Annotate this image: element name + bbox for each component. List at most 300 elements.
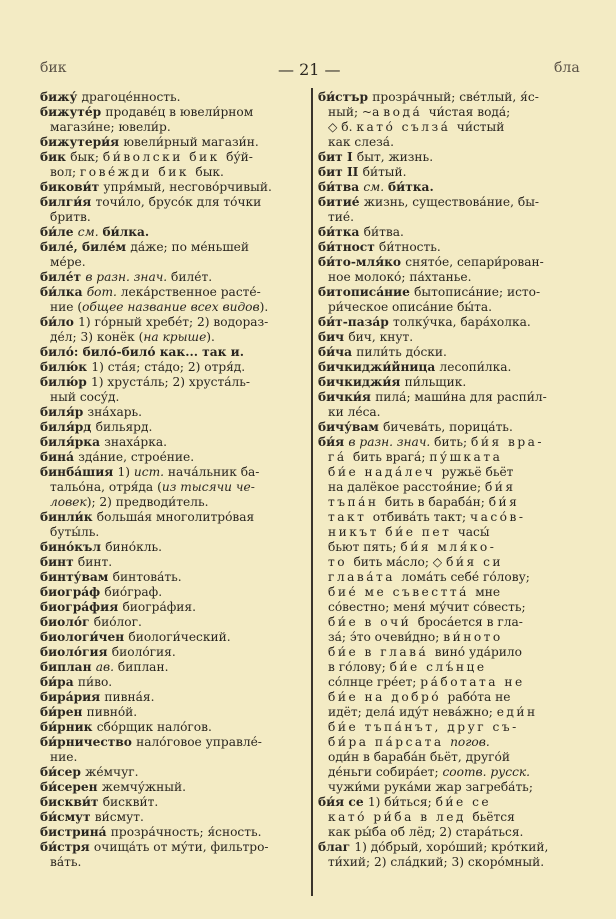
translation: быт, жизнь. xyxy=(356,150,434,164)
translation: ◇ б. xyxy=(328,120,357,134)
entry-continuation-line xyxy=(40,120,308,135)
example-phrase: би́я мля́ко- xyxy=(400,540,497,554)
headword: би́стря xyxy=(40,840,94,854)
translation: де́ньги собира́ет; xyxy=(328,765,443,779)
left-column xyxy=(40,90,308,870)
label-italic: в разн. знач. xyxy=(348,435,435,449)
translation: пи́льщик. xyxy=(404,375,467,389)
headword: биля́рка xyxy=(40,435,105,449)
example-phrase: то xyxy=(328,555,354,569)
translation: де́л; 3) конёк ( xyxy=(50,330,144,344)
dictionary-entry-line xyxy=(40,420,308,435)
example-phrase: би́я вра- xyxy=(470,435,545,449)
headword: биля́р xyxy=(40,405,88,419)
example-phrase: га́ xyxy=(328,450,354,464)
dictionary-entry-line xyxy=(40,270,308,285)
headword: би́я се xyxy=(318,795,368,809)
translation: толку́чка, бара́холка. xyxy=(393,315,531,329)
label-italic: см. xyxy=(77,225,103,239)
right-column xyxy=(318,90,586,870)
headword: бистрина́ xyxy=(40,825,111,839)
dictionary-entry-line xyxy=(318,150,586,165)
dictionary-entry-line xyxy=(40,195,308,210)
translation: ное молоко́; па́хтанье. xyxy=(328,270,472,284)
example-phrase: би́я си xyxy=(446,555,504,569)
entry-continuation-line xyxy=(318,675,586,690)
translation: прозра́чный; све́тлый, я́с- xyxy=(372,90,539,104)
headword: бит I xyxy=(318,150,357,164)
example-phrase: би́ра па́рсата xyxy=(328,735,451,749)
translation: бык. xyxy=(195,165,224,179)
entry-continuation-line xyxy=(318,720,586,735)
translation: на далёкое расстоя́ние; xyxy=(328,480,485,494)
dictionary-entry-line xyxy=(318,180,586,195)
translation: бу́й- xyxy=(226,150,253,164)
headword: би́рник xyxy=(40,720,97,734)
headword: би́ло xyxy=(40,315,79,329)
dictionary-entry-line xyxy=(318,330,586,345)
dictionary-entry-line xyxy=(40,540,308,555)
entry-continuation-line xyxy=(318,825,586,840)
translation: био́граф. xyxy=(104,585,163,599)
dictionary-entry-line xyxy=(40,660,308,675)
entry-continuation-line xyxy=(40,330,308,345)
translation: бьётся xyxy=(472,810,515,824)
example-phrase: гове́жди бик xyxy=(79,165,196,179)
example-phrase: като́ сълза́ xyxy=(356,120,457,134)
entry-continuation-line xyxy=(318,735,586,750)
translation: ювели́рный магази́н. xyxy=(123,135,259,149)
headword: биогра́ф xyxy=(40,585,105,599)
dictionary-entry-line xyxy=(318,345,586,360)
headword: бинту́вам xyxy=(40,570,113,584)
headword: бич xyxy=(318,330,349,344)
label-italic: на крыше xyxy=(143,330,207,344)
page-number: — 21 — xyxy=(278,60,341,79)
entry-continuation-line xyxy=(318,555,586,570)
translation: ти́хий; 2) сла́дкий; 3) скоро́мный. xyxy=(328,855,545,869)
translation: за́; э́то очеви́дно; xyxy=(328,630,444,644)
translation: очища́ть от му́ти, фильтро- xyxy=(93,840,269,854)
example-phrase: би́волски бик xyxy=(102,150,227,164)
headword: бит II xyxy=(318,165,363,179)
headword: би́ле xyxy=(40,225,78,239)
dictionary-entry-line xyxy=(40,585,308,600)
headword: би́лка. xyxy=(102,225,150,239)
entry-continuation-line xyxy=(318,105,586,120)
translation: бытописа́ние; исто- xyxy=(414,285,541,299)
example-phrase: би́я xyxy=(488,495,520,509)
translation: бритв. xyxy=(50,210,91,224)
example-phrase: часо́в- xyxy=(470,510,526,524)
translation: ружьё бьёт xyxy=(441,465,514,479)
translation: продаве́ц в ювели́рном xyxy=(105,105,254,119)
dictionary-entry-line xyxy=(40,735,308,750)
translation: зна́харь. xyxy=(87,405,143,419)
dictionary-entry-line xyxy=(318,315,586,330)
headword: бина́ xyxy=(40,450,79,464)
translation: би́тый. xyxy=(362,165,407,179)
example-phrase: еди́н xyxy=(496,705,538,719)
translation: ). xyxy=(259,300,269,314)
example-phrase: би́е в очи́ xyxy=(328,615,418,629)
headword: бички́я xyxy=(318,390,376,404)
headword: бичу́вам xyxy=(318,420,384,434)
translation: биогра́фия. xyxy=(122,600,196,614)
translation: как ры́ба об лёд; 2) стара́ться. xyxy=(328,825,524,839)
headword: бинт xyxy=(40,555,78,569)
dictionary-entry-line xyxy=(318,795,586,810)
label-italic: бот. xyxy=(86,285,121,299)
headword: би́сер xyxy=(40,765,86,779)
headword: билю́к xyxy=(40,360,92,374)
entry-continuation-line xyxy=(318,600,586,615)
dictionary-entry-line xyxy=(318,435,586,450)
label-italic: из тысячи че- xyxy=(161,480,255,494)
dictionary-entry-line xyxy=(318,375,586,390)
example-phrase: тъпа́н xyxy=(328,495,385,509)
headword: бижуте́р xyxy=(40,105,106,119)
headword: биогра́фия xyxy=(40,600,123,614)
label-italic: в разн. знач. xyxy=(85,270,172,284)
translation: бискви́т. xyxy=(102,795,159,809)
headword: биле́, биле́м xyxy=(40,240,131,254)
dictionary-entry-line xyxy=(40,345,308,360)
translation: бить в бараба́н; xyxy=(384,495,489,509)
entry-continuation-line xyxy=(318,570,586,585)
translation: буты́ль. xyxy=(50,525,100,539)
entry-continuation-line xyxy=(318,810,586,825)
label-italic: см. xyxy=(363,180,389,194)
translation: 1) би́ться; xyxy=(367,795,436,809)
headword: би́ра xyxy=(40,675,78,689)
dictionary-entry-line xyxy=(40,615,308,630)
headword: бикови́т xyxy=(40,180,104,194)
headword: бискви́т xyxy=(40,795,103,809)
entry-continuation-line xyxy=(318,645,586,660)
entry-continuation-line xyxy=(318,615,586,630)
label-italic: ловек xyxy=(50,495,87,509)
entry-continuation-line xyxy=(318,855,586,870)
dictionary-entry-line xyxy=(40,675,308,690)
dictionary-entry-line xyxy=(40,375,308,390)
translation: нало́говое управле́- xyxy=(136,735,262,749)
translation: лома́ть себе́ го́лову; xyxy=(401,570,530,584)
label-italic: ист. xyxy=(133,465,168,479)
headword: би́тка xyxy=(318,225,364,239)
entry-continuation-line xyxy=(318,630,586,645)
translation: лесопи́лка. xyxy=(439,360,512,374)
translation: ние. xyxy=(50,750,78,764)
entry-continuation-line xyxy=(40,750,308,765)
headword: би́то-мля́ко xyxy=(318,255,406,269)
dictionary-entry-line xyxy=(40,90,308,105)
translation: же́мчуг. xyxy=(85,765,139,779)
headword: биплан xyxy=(40,660,96,674)
dictionary-entry-line xyxy=(318,225,586,240)
translation: 1) до́брый, хоро́ший; кро́ткий, xyxy=(354,840,549,854)
translation: рабо́та не xyxy=(447,690,511,704)
headword: би́т-паза́р xyxy=(318,315,394,329)
entry-continuation-line xyxy=(318,705,586,720)
translation: ); 2) предводи́тель. xyxy=(86,495,209,509)
dictionary-entry-line xyxy=(318,255,586,270)
dictionary-entry-line xyxy=(40,360,308,375)
entry-continuation-line xyxy=(318,690,586,705)
entry-continuation-line xyxy=(318,270,586,285)
entry-continuation-line xyxy=(318,510,586,525)
example-phrase: никът би́е пет xyxy=(328,525,458,539)
example-phrase: би́я xyxy=(484,480,516,494)
entry-continuation-line xyxy=(318,465,586,480)
translation: снято́е, сепари́рован- xyxy=(405,255,544,269)
translation: лека́рственное расте́- xyxy=(120,285,261,299)
dictionary-entry-line xyxy=(40,795,308,810)
headword: бичкиджи́я xyxy=(318,375,405,389)
translation: 1) xyxy=(117,465,134,479)
translation: отбива́ть такт; xyxy=(372,510,471,524)
headword: бинба́шия xyxy=(40,465,118,479)
dictionary-entry-line xyxy=(318,390,586,405)
translation: пивно́й. xyxy=(86,705,138,719)
translation: в го́лову; xyxy=(328,660,390,674)
entry-continuation-line xyxy=(318,210,586,225)
translation: нача́льник ба- xyxy=(167,465,260,479)
translation: ки ле́са. xyxy=(328,405,381,419)
dictionary-entry-line xyxy=(40,705,308,720)
dictionary-entry-line xyxy=(40,645,308,660)
dictionary-entry-line xyxy=(40,285,308,300)
translation: биоло́гия. xyxy=(111,645,176,659)
translation: знаха́рка. xyxy=(104,435,167,449)
translation: оди́н в бараба́н бьёт, друго́й xyxy=(328,750,510,764)
headword: би́тка. xyxy=(388,180,434,194)
entry-continuation-line xyxy=(318,525,586,540)
headword: би́я xyxy=(318,435,349,449)
translation: бинт. xyxy=(77,555,113,569)
headword: билю́р xyxy=(40,375,92,389)
dictionary-entry-line xyxy=(40,780,308,795)
dictionary-entry-line xyxy=(318,840,586,855)
translation: бык; xyxy=(70,150,103,164)
translation: биплан. xyxy=(117,660,169,674)
entry-continuation-line xyxy=(40,390,308,405)
entry-continuation-line xyxy=(318,405,586,420)
translation: чи́стый xyxy=(456,120,505,134)
headword: битие́ xyxy=(318,195,364,209)
headword: бижутери́я xyxy=(40,135,124,149)
entry-continuation-line xyxy=(318,135,586,150)
translation: вино́ уда́рило xyxy=(434,645,522,659)
example-phrase: би́е слъ́нце xyxy=(389,660,487,674)
headword: билги́я xyxy=(40,195,96,209)
translation: зда́ние, строе́ние. xyxy=(78,450,195,464)
headword: бино́къл xyxy=(40,540,106,554)
headword: биоло́гия xyxy=(40,645,112,659)
label-italic: погов. xyxy=(450,735,490,749)
dictionary-entry-line xyxy=(40,105,308,120)
translation: со́лнце гре́ет; xyxy=(328,675,421,689)
entry-continuation-line xyxy=(40,855,308,870)
translation: би́тность. xyxy=(379,240,441,254)
dictionary-entry-line xyxy=(40,180,308,195)
entry-continuation-line xyxy=(318,585,586,600)
dictionary-entry-line xyxy=(318,360,586,375)
example-phrase: ви́ното xyxy=(443,630,503,644)
example-phrase: би́е се xyxy=(435,795,492,809)
example-phrase: като́ ри́ба в лед xyxy=(328,810,473,824)
translation: тальо́на, отря́да ( xyxy=(50,480,162,494)
dictionary-entry-line xyxy=(318,195,586,210)
translation: да́же; по ме́ньшей xyxy=(130,240,249,254)
headword: би́рничество xyxy=(40,735,137,749)
translation: часы́ xyxy=(457,525,490,539)
translation: чужи́ми рука́ми жар загреба́ть; xyxy=(328,780,533,794)
dictionary-entry-line xyxy=(318,420,586,435)
headword: биоло́г xyxy=(40,615,94,629)
translation: сбо́рщик нало́гов. xyxy=(96,720,212,734)
translation: бичева́ть, порица́ть. xyxy=(383,420,513,434)
translation: точи́ло, брусо́к для то́чки xyxy=(95,195,262,209)
translation: био́лог. xyxy=(93,615,142,629)
dictionary-entry-line xyxy=(40,765,308,780)
headword: би́смут xyxy=(40,810,95,824)
dictionary-entry-line xyxy=(40,315,308,330)
dictionary-entry-line xyxy=(40,825,308,840)
translation: жемчу́жный. xyxy=(101,780,186,794)
dictionary-entry-line xyxy=(318,240,586,255)
dictionary-entry-line xyxy=(318,165,586,180)
dictionary-entry-line xyxy=(40,570,308,585)
translation: бить врага́; xyxy=(353,450,430,464)
guide-word-right: бла xyxy=(554,60,580,76)
dictionary-entry-line xyxy=(40,150,308,165)
entry-continuation-line xyxy=(40,480,308,495)
headword: биле́т xyxy=(40,270,86,284)
headword: биологи́чен xyxy=(40,630,129,644)
dictionary-entry-line xyxy=(318,285,586,300)
entry-continuation-line xyxy=(40,210,308,225)
translation: ви́смут. xyxy=(94,810,144,824)
dictionary-entry-line xyxy=(40,510,308,525)
dictionary-entry-line xyxy=(40,225,308,240)
entry-continuation-line xyxy=(40,300,308,315)
translation: бильярд. xyxy=(95,420,153,434)
translation: идёт; дела́ иду́т нева́жно; xyxy=(328,705,497,719)
headword: би́тва xyxy=(318,180,364,194)
translation: ). xyxy=(206,330,215,344)
translation: со́вестно; меня́ му́чит со́весть; xyxy=(328,600,526,614)
translation: 1) хруста́ль; 2) хруста́ль- xyxy=(91,375,251,389)
dictionary-entry-line xyxy=(40,840,308,855)
entry-continuation-line xyxy=(40,255,308,270)
example-phrase: би́е тъпа́нът, друг съ- xyxy=(328,720,519,734)
label-italic: общее название всех видов xyxy=(82,300,260,314)
translation: как слеза́. xyxy=(328,135,394,149)
translation: пи́во. xyxy=(77,675,113,689)
translation: ри́ческое описа́ние бы́та. xyxy=(328,300,492,314)
headword: би́ча xyxy=(318,345,357,359)
translation: 1) го́рный хребе́т; 2) водораз- xyxy=(78,315,269,329)
dictionary-entry-line xyxy=(40,720,308,735)
translation: 1) ста́я; ста́до; 2) отря́д. xyxy=(91,360,246,374)
translation: чи́стая вода́; xyxy=(428,105,511,119)
entry-continuation-line xyxy=(40,495,308,510)
headword: би́лка xyxy=(40,285,87,299)
headword: бик xyxy=(40,150,71,164)
translation: ние ( xyxy=(50,300,83,314)
translation: бич, кнут. xyxy=(348,330,414,344)
headword: биля́рд xyxy=(40,420,96,434)
headword: бичкиджи́йница xyxy=(318,360,440,374)
translation: больша́я многолитро́вая xyxy=(96,510,255,524)
headword: би́серен xyxy=(40,780,102,794)
entry-continuation-line xyxy=(318,480,586,495)
entry-continuation-line xyxy=(318,765,586,780)
label-italic: ав. xyxy=(95,660,118,674)
example-phrase: би́е на добро́ xyxy=(328,690,448,704)
example-phrase: би́е в глава́ xyxy=(328,645,435,659)
headword: битописа́ние xyxy=(318,285,415,299)
translation: би́тва. xyxy=(363,225,404,239)
translation: пили́ть до́ски. xyxy=(356,345,447,359)
translation: биле́т. xyxy=(171,270,213,284)
entry-continuation-line xyxy=(318,120,586,135)
example-phrase: такт xyxy=(328,510,373,524)
headword: бира́рия xyxy=(40,690,105,704)
entry-continuation-line xyxy=(318,540,586,555)
translation: броса́ется в гла- xyxy=(417,615,523,629)
dictionary-entry-line xyxy=(40,810,308,825)
translation: бинтова́ть. xyxy=(112,570,182,584)
translation: тие́. xyxy=(328,210,354,224)
translation: вол; xyxy=(50,165,80,179)
example-phrase: глава́та xyxy=(328,570,402,584)
headword: било́: било́-било́ как... так и. xyxy=(40,345,244,359)
entry-continuation-line xyxy=(318,300,586,315)
example-phrase: вода́ xyxy=(383,105,429,119)
example-phrase: ра́ботата не xyxy=(420,675,525,689)
headword: бижу́ xyxy=(40,90,82,104)
translation: бить ма́сло; ◇ xyxy=(353,555,447,569)
headword: бинли́к xyxy=(40,510,97,524)
translation: мне xyxy=(475,585,501,599)
translation: биологи́ческий. xyxy=(128,630,231,644)
translation: бить; xyxy=(434,435,471,449)
translation: прозра́чность; я́сность. xyxy=(110,825,262,839)
headword: би́стър xyxy=(318,90,373,104)
translation: пивна́я. xyxy=(104,690,155,704)
translation: бино́кль. xyxy=(105,540,163,554)
entry-continuation-line xyxy=(40,165,308,180)
example-phrase: пу́шката xyxy=(429,450,503,464)
dictionary-entry-line xyxy=(40,435,308,450)
dictionary-entry-line xyxy=(40,135,308,150)
dictionary-entry-line xyxy=(40,465,308,480)
translation: ный сосу́д. xyxy=(50,390,120,404)
dictionary-entry-line xyxy=(40,555,308,570)
translation: ва́ть. xyxy=(50,855,82,869)
entry-continuation-line xyxy=(318,660,586,675)
translation: упря́мый, несгово́рчивый. xyxy=(103,180,272,194)
translation: ный; ~а xyxy=(328,105,384,119)
headword: благ xyxy=(318,840,355,854)
dictionary-entry-line xyxy=(40,630,308,645)
dictionary-entry-line xyxy=(318,90,586,105)
guide-word-left: бик xyxy=(40,60,67,76)
entry-continuation-line xyxy=(318,450,586,465)
example-phrase: би́е нада́леч xyxy=(328,465,442,479)
